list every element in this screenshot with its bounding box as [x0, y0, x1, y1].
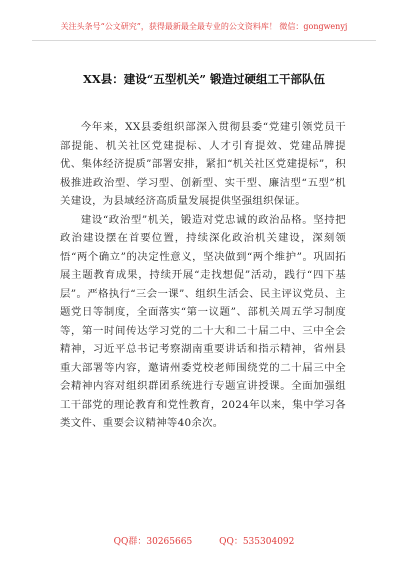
- footer-qq-group: QQ群：30265665: [113, 537, 193, 547]
- footer-qq: QQ：535304092: [219, 537, 295, 547]
- footer-contact: [0, 536, 408, 548]
- document-body: [60, 118, 346, 433]
- header-banner: 关注头条号“公文研究”，获得最新最全最专业的公文资料库！ 微信：gongwenyj: [60, 22, 348, 31]
- paragraph-political: 建设“政治型”机关，锻造对党忠诚的政治品格。坚持把政治建设摆在首要位置，持续深化政治机关建设，深刻领悟“两个确立”的决定性意义，坚决做到“两个维护”。巩固拓展主题教育成果，持续开展“走找想促”活动，践行“四下基层”。严格执行“三会一课”、组织生活会、民主评议党员、主题党日等制度，全面落实“第一议题”、部机关周五学习制度等，第一时间传达学习党的二十大和二十届二中、三中全会精神，习近平总书记考察湖南重要讲话和指示精神，省州县重大部署等内容，邀请州委党校老师围绕党的二十届三中全会精神内容对组织群团系统进行专题宣讲授课。全面加强组工干部党的理论教育和党性教育，2024年以来，集中学习各类文件、重要会议精神等40余次。: [60, 213, 346, 429]
- header-divider: [32, 40, 376, 41]
- document-title: XX县：建设“五型机关” 锻造过硬组工干部队伍: [82, 72, 326, 86]
- paragraph-intro: 今年来，XX县委组织部深入贯彻县委“党建引领党员干部提能、机关社区党建提标、人才引育提效、党建品牌提优、集体经济提质”部署安排，紧扣“机关社区党建提标”，积极推进政治型、学习型、创新型、实干型、廉洁型“五型”机关建设，为县域经济高质量发展提供坚强组织保证。: [60, 121, 346, 207]
